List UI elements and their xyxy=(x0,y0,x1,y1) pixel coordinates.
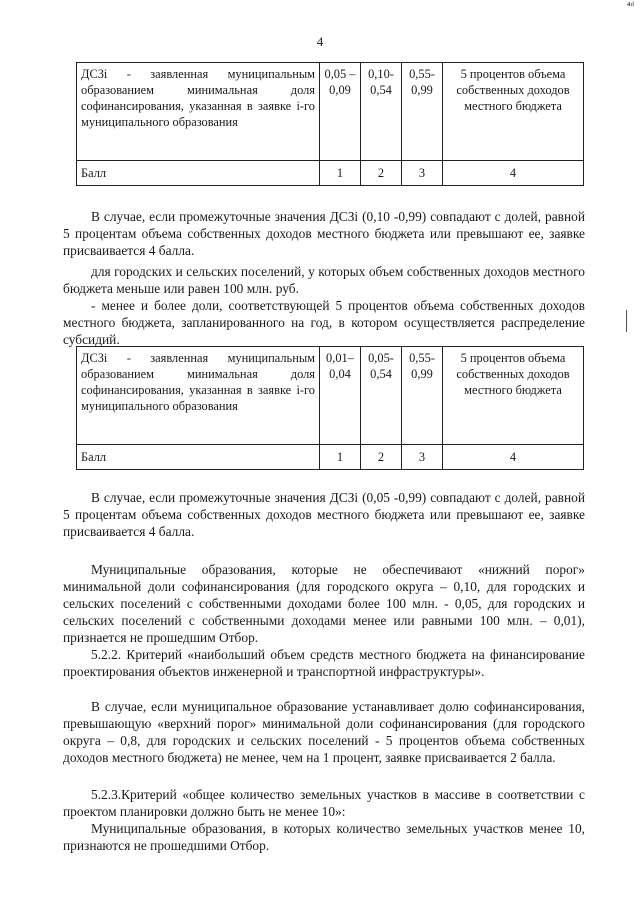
paragraph-9: Муниципальные образования, в которых количество земельных участков менее 10, признаются не прошедшими Отбор. xyxy=(63,821,585,853)
criteria-table-1 xyxy=(76,62,584,186)
table-cell-range: 5 процентов объема собственных доходов местного бюджета xyxy=(443,63,584,161)
paragraph-8: 5.2.3.Критерий «общее количество земельных участков в массиве в соответствии с проектом планировки должно быть не менее 10»: xyxy=(63,787,585,819)
table-cell-range: 0,10- 0,54 xyxy=(361,63,402,161)
table-cell-description: ДСЗi - заявленная муниципальным образованием минимальная доля софинансирования, указанная в заявке i-го муниципального образования xyxy=(77,347,320,445)
table-cell-range: 0,55- 0,99 xyxy=(402,347,443,445)
paragraph-4: В случае, если промежуточные значения ДСЗi (0,05 -0,99) совпадают с долей, равной 5 процентам объема собственных доходов местного бюджета или превышают ее, заявке присваивается 4 балла. xyxy=(63,490,585,539)
score-value: 2 xyxy=(361,445,402,470)
score-value: 2 xyxy=(361,161,402,186)
score-value: 4 xyxy=(443,445,584,470)
score-label: Балл xyxy=(77,445,320,470)
corner-mark: ⁴ᵈ xyxy=(626,0,634,12)
page-number: 4 xyxy=(316,34,324,49)
score-value: 4 xyxy=(443,161,584,186)
score-value: 1 xyxy=(320,161,361,186)
paragraph-6: 5.2.2. Критерий «наибольший объем средств местного бюджета на финансирование проектирования объектов инженерной и транспортной инфраструктуры». xyxy=(63,647,585,679)
paragraph-2: для городских и сельских поселений, у которых объем собственных доходов местного бюджета меньше или равен 100 млн. руб. xyxy=(63,264,585,296)
score-value: 3 xyxy=(402,445,443,470)
score-value: 1 xyxy=(320,445,361,470)
paragraph-5: Муниципальные образования, которые не обеспечивают «нижний порог» минимальной доли софинансирования (для городского округа – 0,10, для городских и сельских поселений с собственными доходами более 100 млн. - 0,05, для городских и сельских поселений с собственными доходами менее или равными 100 млн. – 0,01), признается не прошедшим Отбор. xyxy=(63,562,585,645)
table-cell-range: 0,05 – 0,09 xyxy=(320,63,361,161)
table-cell-range: 0,55- 0,99 xyxy=(402,63,443,161)
margin-mark xyxy=(626,310,627,332)
table-cell-description: ДСЗi - заявленная муниципальным образованием минимальная доля софинансирования, указанная в заявке i-го муниципального образования xyxy=(77,63,320,161)
score-label: Балл xyxy=(77,161,320,186)
score-value: 3 xyxy=(402,161,443,186)
table-cell-range: 0,05- 0,54 xyxy=(361,347,402,445)
paragraph-3: - менее и более доли, соответствующей 5 процентов объема собственных доходов местного бюджета, запланированного на год, в котором осуществляется распределение субсидий. xyxy=(63,298,585,347)
table-cell-range: 5 процентов объема собственных доходов местного бюджета xyxy=(443,347,584,445)
criteria-table-2 xyxy=(76,346,584,470)
paragraph-1: В случае, если промежуточные значения ДСЗi (0,10 -0,99) совпадают с долей, равной 5 процентам объема собственных доходов местного бюджета или превышают ее, заявке присваивается 4 балла. xyxy=(63,209,585,258)
paragraph-7: В случае, если муниципальное образование устанавливает долю софинансирования, превышающую «верхний порог» минимальной доли софинансирования (для городского округа – 0,8, для городских и сельских поселений - 5 процентов объема собственных доходов местного бюджета) не менее, чем на 1 процент, заявке присваивается 2 балла. xyxy=(63,699,585,765)
table-cell-range: 0,01– 0,04 xyxy=(320,347,361,445)
